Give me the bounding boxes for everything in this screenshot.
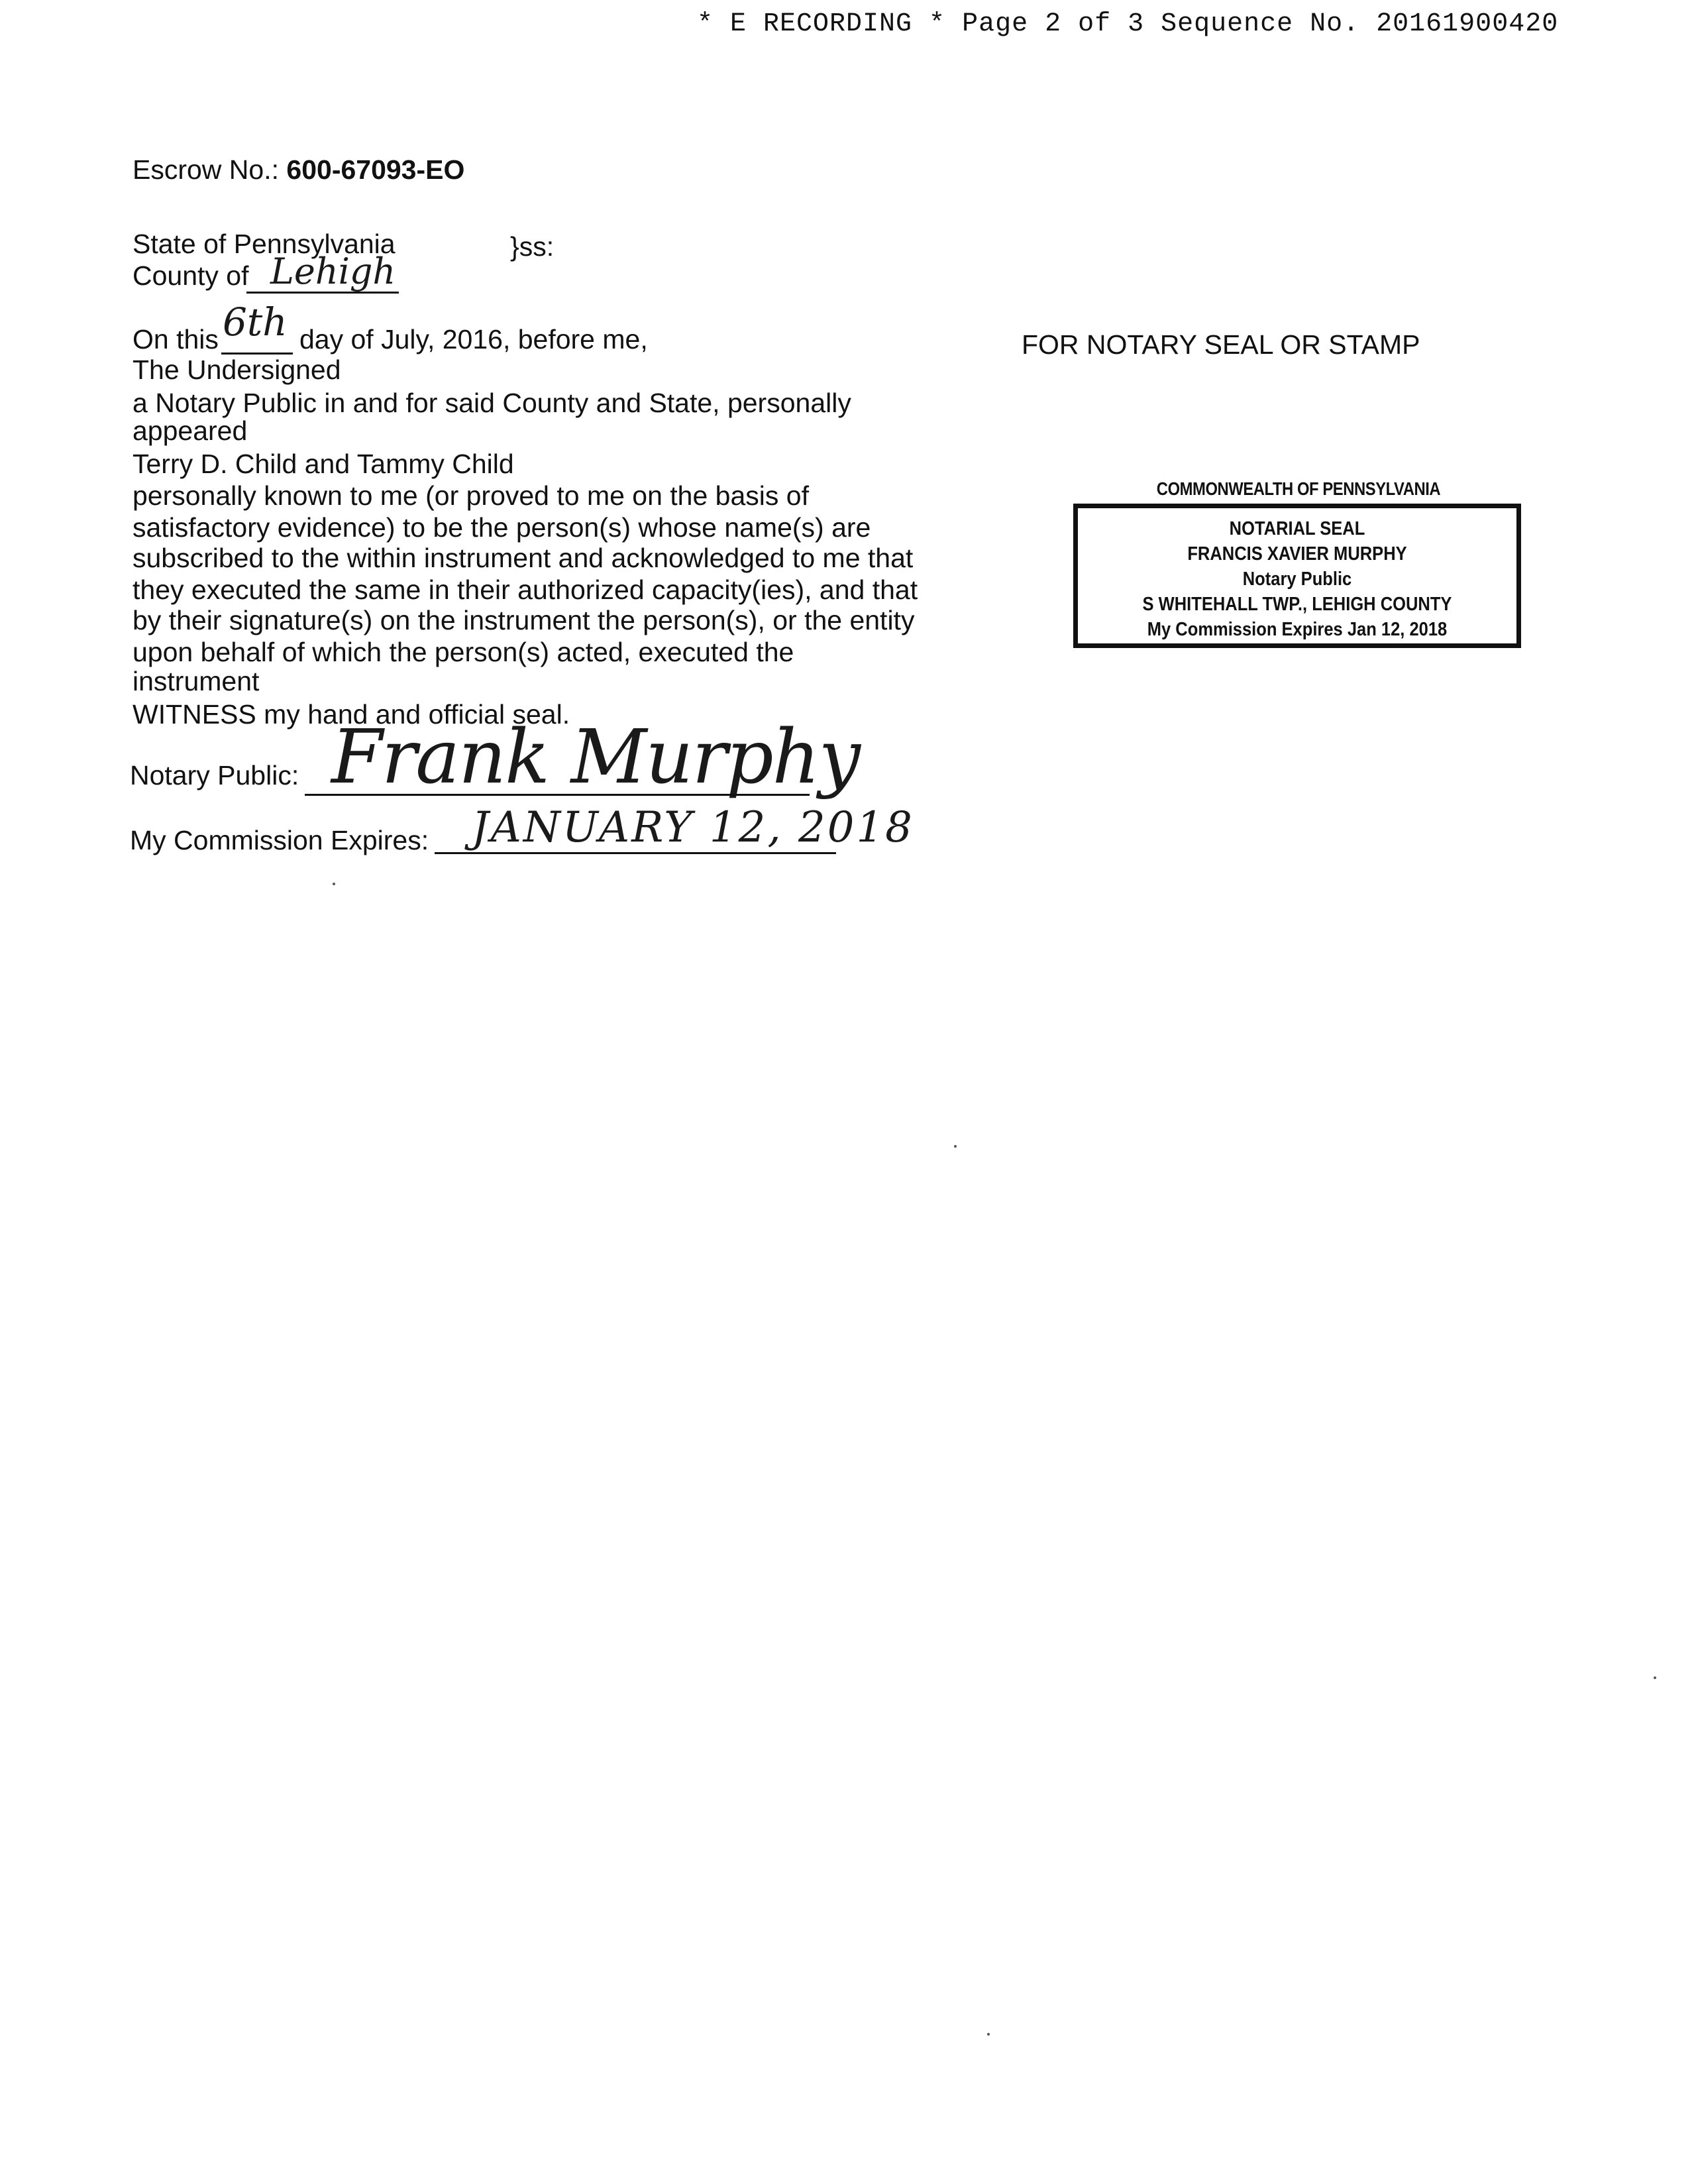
notarial-seal-stamp [1073, 504, 1521, 648]
scan-speck [333, 883, 335, 885]
county-handwritten: Lehigh [270, 250, 396, 292]
seal-line: Notary Public [1242, 569, 1352, 590]
escrow-line [132, 154, 464, 186]
undersigned-line: The Undersigned [132, 355, 341, 385]
seal-line: NOTARIAL SEAL [1229, 518, 1365, 539]
commission-handwritten: JANUARY 12, 2018 [472, 803, 914, 852]
body-line: satisfactory evidence) to be the person(s) whose name(s) are [132, 512, 871, 543]
scan-speck [1654, 1676, 1656, 1679]
seal-line: FRANCIS XAVIER MURPHY [1187, 543, 1407, 565]
body-line: upon behalf of which the person(s) acted, executed the [132, 637, 794, 667]
notary-signature: Frank Murphy [331, 714, 860, 800]
commission-line [435, 852, 836, 854]
recording-header: * E RECORDING * Page 2 of 3 Sequence No. 20161900420 [697, 9, 1559, 39]
state-line: State of Pennsylvania [132, 229, 396, 259]
parties-line: Terry D. Child and Tammy Child [132, 449, 514, 479]
escrow-number: 600-67093-EO [286, 154, 465, 185]
body-line: they executed the same in their authorized capacity(ies), and that [132, 574, 918, 605]
day-handwritten: 6th [223, 300, 288, 345]
notary-public-label: Notary Public: [130, 760, 299, 791]
ss-marker: }ss: [510, 231, 555, 262]
seal-line: S WHITEHALL TWP., LEHIGH COUNTY [1142, 594, 1452, 615]
notary-line-2: appeared [132, 415, 248, 446]
commission-expires-label: My Commission Expires: [130, 825, 429, 855]
body-line: instrument [132, 666, 260, 696]
county-label: County of [132, 260, 249, 291]
day-of-date: day of July, 2016, before me, [299, 324, 648, 355]
county-underline [246, 292, 399, 294]
notary-line-1: a Notary Public in and for said County and State, personally [132, 388, 851, 418]
witness-line: WITNESS my hand and official seal. [132, 699, 570, 730]
seal-placeholder-label: FOR NOTARY SEAL OR STAMP [1022, 329, 1420, 360]
body-line: subscribed to the within instrument and acknowledged to me that [132, 543, 914, 573]
on-this-label: On this [132, 324, 219, 355]
scan-speck [954, 1145, 957, 1148]
seal-line: My Commission Expires Jan 12, 2018 [1147, 619, 1448, 640]
scan-speck [987, 2033, 990, 2036]
seal-heading: COMMONWEALTH OF PENNSYLVANIA [1156, 478, 1441, 499]
body-line: personally known to me (or proved to me on the basis of [132, 480, 809, 511]
body-line: by their signature(s) on the instrument the person(s), or the entity [132, 605, 915, 635]
escrow-label: Escrow No.: [132, 154, 279, 185]
notary-signature-line [305, 794, 810, 796]
